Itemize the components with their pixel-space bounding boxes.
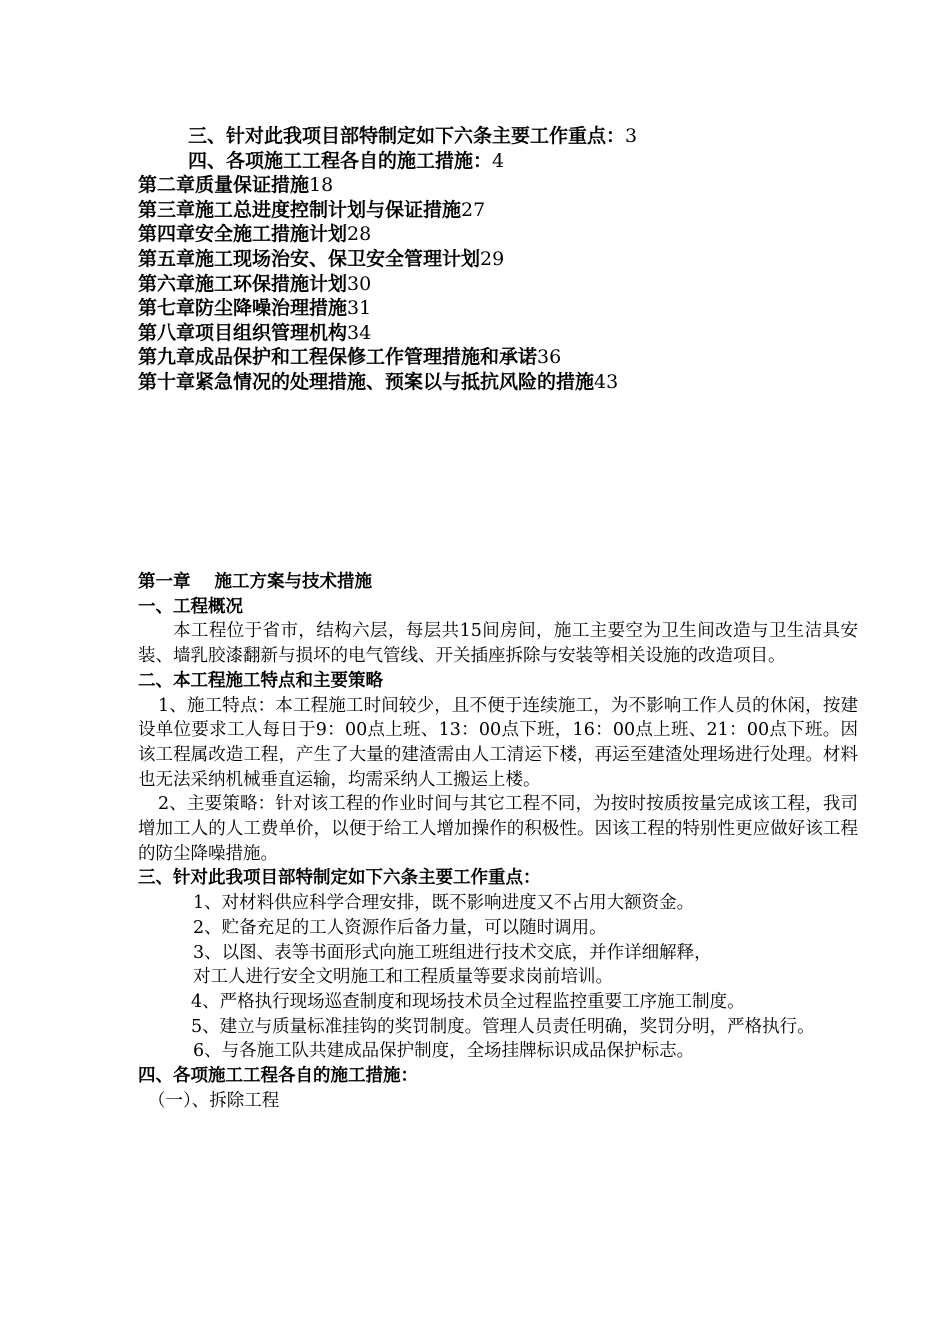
- toc-entry[interactable]: 第九章成品保护和工程保修工作管理措施和承诺36: [138, 346, 562, 369]
- list-item: 3、以图、表等书面形式向施工班组进行技术交底，并作详细解释，: [193, 942, 712, 963]
- section-heading: 四、各项施工工程各自的施工措施：: [138, 1065, 418, 1086]
- toc-entry[interactable]: 四、各项施工工程各自的施工措施：4: [188, 149, 505, 172]
- toc-entry[interactable]: 第三章施工总进度控制计划与保证措施27: [138, 198, 486, 221]
- toc-entry[interactable]: 第六章施工环保措施计划30: [138, 272, 372, 295]
- paragraph: 本工程位于省市，结构六层，每层共15间房间，施工主要空为卫生间改造与卫生洁具安装、墙乳胶漆翻新与损坏的电气管线、开关插座拆除与安装等相关设施的改造项目。: [138, 621, 858, 667]
- list-item: 2、贮备充足的工人资源作后备力量，可以随时调用。: [193, 917, 607, 938]
- section-heading: 三、针对此我项目部特制定如下六条主要工作重点：: [138, 868, 541, 889]
- toc-entry[interactable]: 第八章项目组织管理机构34: [138, 321, 372, 344]
- toc-entry[interactable]: 第四章安全施工措施计划28: [138, 223, 372, 246]
- paragraph: 1、施工特点：本工程施工时间较少，且不便于连续施工，为不影响工作人员的休闲，按建设单位要求工人每日于9：00点上班、13：00点下班，16：00点上班、21：00点下班。因该工程属改造工程，产生了大量的建渣需由人工清运下楼，再运至建渣处理场进行处理。材料也无法采纳机械垂直运输，均需采纳人工搬运上楼。: [138, 695, 858, 790]
- toc-page-number: 31: [347, 297, 372, 320]
- toc-page-number: 36: [537, 346, 562, 369]
- toc-page-number: 3: [625, 125, 638, 147]
- toc-page-number: 43: [594, 370, 619, 393]
- chapter-title: 第一章 施工方案与技术措施: [138, 572, 372, 592]
- list-item: 1、对材料供应科学合理安排，既不影响进度又不占用大额资金。: [193, 893, 695, 914]
- toc-page-number: 4: [492, 149, 505, 172]
- paragraph: 2、主要策略：针对该工程的作业时间与其它工程不同，为按时按质按量完成该工程，我司增加工人的人工费单价，以便于给工人增加操作的积极性。因该工程的特别性更应做好该工程的防尘降噪措施。: [138, 794, 858, 864]
- subsection-heading: （一）、拆除工程: [148, 1090, 280, 1111]
- toc-page-number: 27: [461, 198, 486, 221]
- toc-entry[interactable]: 第七章防尘降噪治理措施31: [138, 297, 372, 320]
- toc-entry[interactable]: 第二章质量保证措施18: [138, 174, 334, 197]
- toc-entry[interactable]: 第十章紧急情况的处理措施、预案以与抵抗风险的措施43: [138, 370, 619, 393]
- table-of-contents: [138, 124, 898, 395]
- toc-page-number: 30: [347, 272, 372, 295]
- section-heading: 二、本工程施工特点和主要策略: [138, 670, 383, 691]
- chapter-one: [138, 570, 858, 1113]
- toc-page-number: 34: [347, 321, 372, 344]
- list-item: 4、严格执行现场巡查制度和现场技术员全过程监控重要工序施工制度。: [191, 991, 745, 1012]
- toc-page-number: 28: [347, 223, 372, 246]
- list-item: 6、与各施工队共建成品保护制度，全场挂牌标识成品保护标志。: [193, 1041, 695, 1062]
- toc-page-number: 18: [309, 174, 334, 197]
- toc-page-number: 29: [480, 247, 505, 270]
- toc-entry[interactable]: 第五章施工现场治安、保卫安全管理计划29: [138, 247, 505, 270]
- section-heading: 一、工程概况: [138, 596, 243, 617]
- list-item: 5、建立与质量标准挂钩的奖罚制度。管理人员责任明确，奖罚分明，严格执行。: [191, 1016, 815, 1037]
- list-item: 对工人进行安全文明施工和工程质量等要求岗前培训。: [193, 967, 613, 988]
- toc-entry[interactable]: 三、针对此我项目部特制定如下六条主要工作重点：3: [188, 125, 638, 147]
